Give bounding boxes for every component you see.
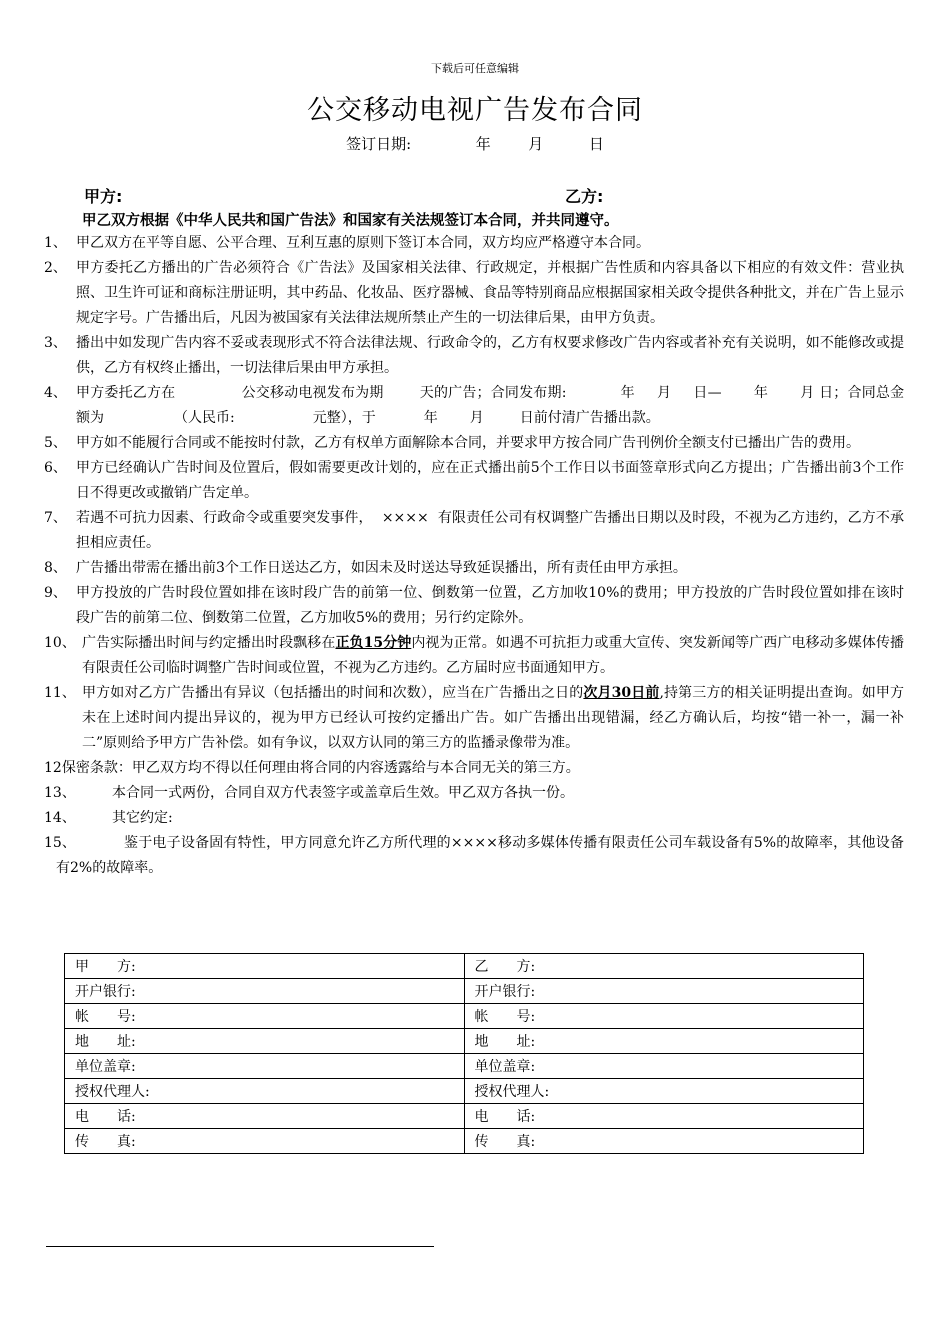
clause-text: 广告播出带需在播出前3个工作日送达乙方，如因未及时送达导致延误播出，所有责任由甲方承担。 [76,560,687,576]
signing-date-month: 月 [528,135,544,153]
clause-10-post: 内视为正常。如遇不可抗拒力或重大宣传、突发新闻等广西广电移动多媒体传播有限责任公司临时调整广告时间或位置，不视为乙方违约。乙方届时应书面通知甲方。 [82,635,905,676]
clause-1 [44,231,904,256]
clause-text: 甲方已经确认广告时间及位置后，假如需要更改计划的，应在正式播出前5个工作日以书面签章形式向乙方提出；广告播出前3个工作日不得更改或撤销广告定单。 [76,460,904,501]
clause-11-post: ,持第三方的相关证明提出查询。如甲方未在上述时间内提出异议的，视为甲方已经认可按约定播出广告。如广告播出出现错漏，经乙方确认后，均按“错一补一，漏一补二”原则给予甲方广告补偿。如有争议，以双方认同的第三方的监播录像带为准。 [82,685,905,751]
clause-4-part: （人民币: [174,410,235,426]
footer-divider [46,1246,434,1247]
clause-text [76,381,904,431]
clause-15 [44,831,904,881]
clause-text [82,631,904,681]
table-row [65,1129,864,1154]
table-row [65,1079,864,1104]
clause-number: 10、 [44,635,76,651]
clause-text [82,681,904,756]
signing-date-label: 签订日期: [346,135,412,153]
table-row [65,954,864,979]
clause-9 [44,581,904,631]
clause-12 [44,756,904,781]
clause-4-part: 甲方委托乙方在 [76,385,176,401]
clause-text: 若遇不可抗力因素、行政命令或重要突发事件， ×××× 有限责任公司有权调整广告播出日期以及时段，不视为乙方违约，乙方不承担相应责任。 [76,510,904,551]
clause-text: 鉴于电子设备固有特性，甲方同意允许乙方所代理的××××移动多媒体传播有限责任公司车载设备有5%的故障率，其他设备有2%的故障率。 [56,835,904,876]
clause-4-part: 元整），于 [312,410,376,426]
party-b-field[interactable]: 帐 号: [464,1004,864,1029]
clause-11-emphasis: 次月30日前 [583,685,660,701]
clause-4 [44,381,904,431]
party-b-field[interactable]: 地 址: [464,1029,864,1054]
table-row [65,979,864,1004]
clause-6 [44,456,904,506]
signing-date-year: 年 [475,135,491,153]
clause-4-part: 日前付清广告播出款。 [519,410,660,426]
clause-text: 播出中如发现广告内容不妥或表现形式不符合法律法规、行政命令的，乙方有权要求修改广告内容或者补充有关说明，如不能修改或提供，乙方有权终止播出，一切法律后果由甲方承担。 [76,335,904,376]
table-row [65,1104,864,1129]
clause-number: 3、 [44,335,67,351]
party-info-table [64,953,864,1154]
clause-number: 7、 [44,510,67,526]
clause-14 [44,806,904,831]
clause-10 [44,631,904,681]
clause-13 [44,781,904,806]
party-a-field[interactable]: 开户银行: [65,979,465,1004]
clause-number: 14、 [44,810,76,826]
party-a-field[interactable]: 单位盖章: [65,1054,465,1079]
party-a-field[interactable]: 授权代理人: [65,1079,465,1104]
signing-date-line [0,133,950,154]
clause-number: 9、 [44,585,67,601]
party-b-field[interactable]: 电 话: [464,1104,864,1129]
clause-4-part: 日— [693,385,722,401]
clause-10-pre: 广告实际播出时间与约定播出时段飘移在 [82,635,336,651]
clause-text: 甲方如不能履行合同或不能按时付款，乙方有权单方面解除本合同，并要求甲方按合同广告刊例价全额支付已播出广告的费用。 [76,435,860,451]
clause-3 [44,331,904,381]
clause-4-part: 年 [423,410,438,426]
clause-number: 1、 [44,235,67,251]
clause-10-emphasis: 正负15分钟 [335,635,412,651]
clause-4-part: 年 [620,385,635,401]
clause-number: 15、 [44,835,76,851]
clause-4-part: 公交移动电视发布为期 [241,385,384,401]
party-a-label: 甲方: [84,187,123,206]
clause-number: 6、 [44,460,67,476]
clause-2 [44,256,904,331]
clause-4-part: 日；合同总金额为 [76,385,905,426]
party-b-field[interactable]: 单位盖章: [464,1054,864,1079]
clause-5 [44,431,904,456]
clause-11 [44,681,904,756]
table-row [65,1029,864,1054]
clause-text: 12保密条款：甲乙双方均不得以任何理由将合同的内容透露给与本合同无关的第三方。 [44,760,580,776]
party-b-label: 乙方: [565,187,604,206]
page-title: 公交移动电视广告发布合同 [307,95,643,126]
clause-number: 2、 [44,260,67,276]
clause-4-part: 月 [800,385,815,401]
clause-text: 甲方委托乙方播出的广告必须符合《广告法》及国家相关法律、行政规定，并根据广告性质和内容具备以下相应的有效文件：营业执照、卫生许可证和商标注册证明，其中药品、化妆品、医疗器械、食品等特别商品应根据国家相关政令提供各种批文，并在广告上显示规定字号。广告播出后，凡因为被国家有关法律法规所禁止产生的一切法律后果，由甲方负责。 [76,260,904,326]
clause-11-pre: 甲方如对乙方广告播出有异议（包括播出的时间和次数），应当在广告播出之日的 [82,685,584,701]
clause-text: 甲方投放的广告时段位置如排在该时段广告的前第一位、倒数第一位置，乙方加收10%的费用；甲方投放的广告时段位置如排在该时段广告的前第二位、倒数第二位置，乙方加收5%的费用；另行约定除外。 [76,585,904,626]
party-a-field[interactable]: 电 话: [65,1104,465,1129]
clause-4-part: 月 [656,385,672,401]
preamble: 甲乙双方根据《中华人民共和国广告法》和国家有关法规签订本合同，并共同遵守。 [82,212,619,229]
contract-clauses [44,231,904,881]
party-a-field[interactable]: 帐 号: [65,1004,465,1029]
clause-number: 13、 [44,785,76,801]
clause-number: 8、 [44,560,67,576]
clause-7 [44,506,904,556]
party-b-field[interactable]: 开户银行: [464,979,864,1004]
party-b-field[interactable]: 授权代理人: [464,1079,864,1104]
party-b-field[interactable]: 乙 方: [464,954,864,979]
clause-4-part: 年 [753,385,769,401]
clause-number: 11、 [44,685,76,701]
clause-8 [44,556,904,581]
clause-number: 5、 [44,435,67,451]
clause-text: 其它约定: [112,810,173,826]
clause-4-part: 天的广告；合同发布期: [419,385,567,401]
clause-4-part: 月 [469,410,484,426]
party-a-field[interactable]: 传 真: [65,1129,465,1154]
header-note: 下载后可任意编辑 [431,62,519,75]
table-row [65,1054,864,1079]
table-row [65,1004,864,1029]
signing-date-day: 日 [588,135,604,153]
party-b-field[interactable]: 传 真: [464,1129,864,1154]
party-a-field[interactable]: 甲 方: [65,954,465,979]
party-a-field[interactable]: 地 址: [65,1029,465,1054]
clause-text: 甲乙双方在平等自愿、公平合理、互利互惠的原则下签订本合同，双方均应严格遵守本合同。 [76,235,650,251]
clause-text: 本合同一式两份，合同自双方代表签字或盖章后生效。甲乙双方各执一份。 [112,785,574,801]
clause-number: 4、 [44,385,67,401]
